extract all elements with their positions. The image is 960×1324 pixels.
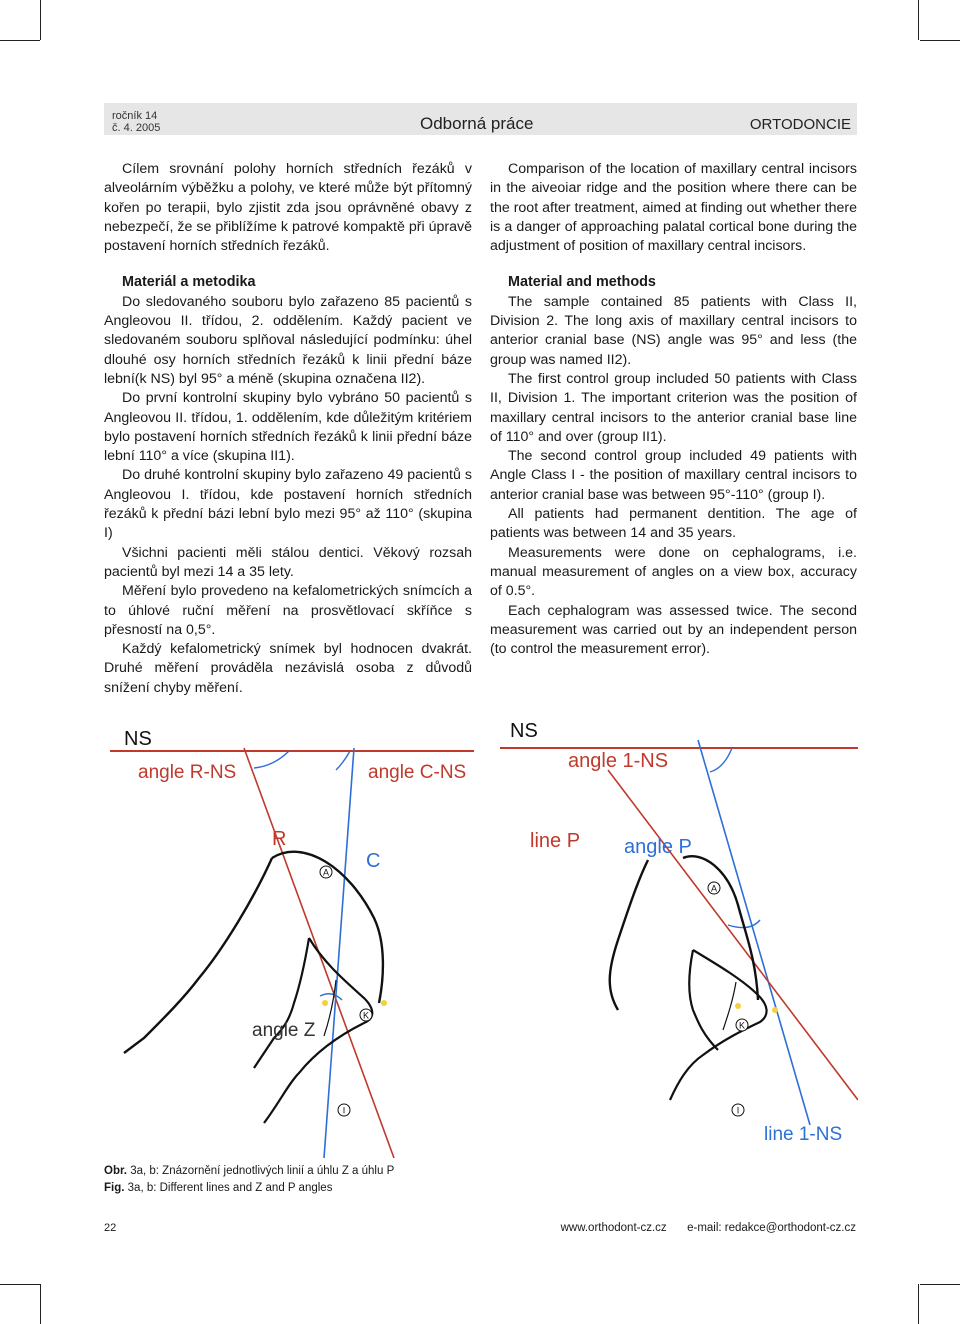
caption-text-cz: 3a, b: Znázornění jednotlivých linií a úhlu Z a úhlu P xyxy=(130,1165,395,1177)
crop-mark xyxy=(40,0,41,40)
issue-number: č. 4. 2005 xyxy=(112,122,161,134)
incisor-outline xyxy=(670,950,767,1100)
caption-label-cz: Obr. xyxy=(104,1165,128,1177)
landmark-yellow-dot xyxy=(735,1003,741,1009)
issue-volume: ročník 14 xyxy=(112,110,158,122)
crown-line-c xyxy=(324,748,354,1158)
journal-title: ORTODONCIE xyxy=(749,116,851,133)
paragraph: The second control group included 49 patients with Angle Class I - the position of maxillary central incisors to anterior cranial base was between 95°-110° (group I). xyxy=(490,448,857,503)
angle-z-arc xyxy=(320,994,342,1000)
alveolar-contour xyxy=(683,856,758,1000)
crop-mark xyxy=(920,1284,960,1285)
paragraph: Do druhé kontrolní skupiny bylo zařazeno 49 pacientů s Angleovou I. třídou, kde postavení horních středních řezáků k přední bázi lební bylo mezi 95° až 110° (skupina I) xyxy=(104,467,472,542)
landmark-yellow-dot xyxy=(381,1000,387,1006)
angle-z-label: angle Z xyxy=(252,1020,316,1041)
ns-label: NS xyxy=(510,720,538,742)
paragraph: Každý kefalometrický snímek byl hodnocen dvakrát. Druhé měření prováděla nezávislá osoba z důvodů snížení chyby měření. xyxy=(104,641,472,696)
crop-mark xyxy=(920,40,960,41)
landmark-yellow-dot xyxy=(322,1000,328,1006)
angle-cns-arc xyxy=(336,751,350,770)
cephalometric-diagram-b xyxy=(488,710,858,1158)
issue-info xyxy=(112,110,160,134)
section-heading: Materiál a metodika xyxy=(122,274,256,291)
paragraph: Each cephalogram was assessed twice. The second measurement was carried out by an independent person (to control the measurement error). xyxy=(490,602,857,658)
paragraph: Measurements were done on cephalograms, i.e. manual measurement of angles on a view box, accuracy of 0.5°. xyxy=(490,544,857,600)
right-column xyxy=(490,160,857,659)
left-column xyxy=(104,160,472,698)
paragraph: Do první kontrolní skupiny bylo vybráno 50 pacientů s Angleovou II. třídou, 1. oddělením, kde důležitým kritériem bylo postavení horních středních řezáků k linii přední báze lební 110° a více (skupina II1). xyxy=(104,390,472,465)
section-heading: Material and methods xyxy=(508,274,656,291)
page-header xyxy=(104,103,857,135)
angle-1ns-label: angle 1-NS xyxy=(568,750,669,772)
landmark-a-label: A xyxy=(322,867,330,878)
angle-cns-label: angle C-NS xyxy=(368,762,467,783)
paragraph: Měření bylo provedeno na kefalometrických snímcích a to úhlové ruční měření na prosvětlovací skříňce s přesností na 0,5°. xyxy=(104,583,472,638)
section-title: Odborná práce xyxy=(420,114,534,133)
crop-mark xyxy=(40,1284,41,1324)
page-number: 22 xyxy=(104,1222,117,1234)
angle-rns-arc xyxy=(254,751,289,768)
line-r-label: R xyxy=(272,828,287,850)
line-c-label: C xyxy=(366,850,381,872)
caption-text-en: 3a, b: Different lines and Z and P angles xyxy=(127,1182,333,1194)
website-link[interactable]: www.orthodont-cz.cz xyxy=(560,1222,667,1234)
caption-label-en: Fig. xyxy=(104,1182,125,1194)
crop-mark xyxy=(0,40,40,41)
figure-3b xyxy=(488,710,858,1158)
landmark-k-label: K xyxy=(362,1010,370,1021)
root-canal-line xyxy=(723,982,736,1030)
line-1ns-label: line 1-NS xyxy=(764,1124,843,1145)
email-link[interactable]: e-mail: redakce@orthodont-cz.cz xyxy=(687,1222,856,1234)
intro-paragraph: Cílem srovnání polohy horních středních řezáků v alveolárním výběžku a polohy, ve které může být přítomný kořen po terapii, bylo zjistit zda jsou oprávněné obavy z nebezpečí, že se přiblížíme k patrové kompaktě při úpravě postavení horních středních řezáků. xyxy=(104,161,472,255)
figure-3a xyxy=(104,718,474,1158)
angle-p-label: angle P xyxy=(624,836,692,858)
paragraph: The first control group included 50 patients with Class II, Division 1. The important criterion was the position of maxillary central incisors to the anterior cranial base line of 110° and over (group II1). xyxy=(490,370,857,445)
angle-rns-label: angle R-NS xyxy=(138,762,237,783)
line-p xyxy=(608,770,858,1100)
paragraph: The sample contained 85 patients with Class II, Division 2. The long axis of maxillary central incisors to anterior cranial base (NS) angle was 95° and less (the group was named II2). xyxy=(490,293,857,368)
line-1-ns xyxy=(698,740,810,1125)
landmark-yellow-dot xyxy=(772,1007,778,1013)
footer-contact xyxy=(561,1222,856,1234)
palate-contour xyxy=(610,860,648,1010)
crop-mark xyxy=(918,0,919,40)
landmark-a-label: A xyxy=(710,883,718,894)
line-p-label: line P xyxy=(530,830,581,852)
cephalometric-diagram-a xyxy=(104,718,474,1158)
figure-caption-cz xyxy=(104,1164,394,1179)
figure-caption-en xyxy=(104,1181,332,1196)
landmark-i-label: I xyxy=(736,1105,740,1116)
palate-contour xyxy=(124,858,272,1053)
landmark-i-label: I xyxy=(342,1105,346,1116)
paragraph: Všichni pacienti měli stálou dentici. Věkový rozsah pacientů byl mezi 14 a 35 lety. xyxy=(104,544,472,580)
crop-mark xyxy=(918,1284,919,1324)
landmark-k-label: K xyxy=(738,1020,746,1031)
angle-1ns-arc xyxy=(710,748,732,772)
ns-label: NS xyxy=(124,728,152,750)
paragraph: All patients had permanent dentition. The age of patients was between 14 and 35 years. xyxy=(490,506,857,542)
intro-paragraph: Comparison of the location of maxillary central incisors in the aiveoiar ridge and the position where there can be the root after treatment, aimed at finding out whether there is a danger of approaching palatal cortical bone during the adjustment of position of maxillary central incisors. xyxy=(490,161,857,255)
paragraph: Do sledovaného souboru bylo zařazeno 85 pacientů s Angleovou II. třídou, 2. oddělením. Každý pacient ve sledovaném souboru splňoval následující podmínku: úhel dlouhé osy horních středních řezáků k linii přední báze lební(k NS) byl 95° a méně (skupina označena II2). xyxy=(104,293,472,387)
crop-mark xyxy=(0,1284,40,1285)
